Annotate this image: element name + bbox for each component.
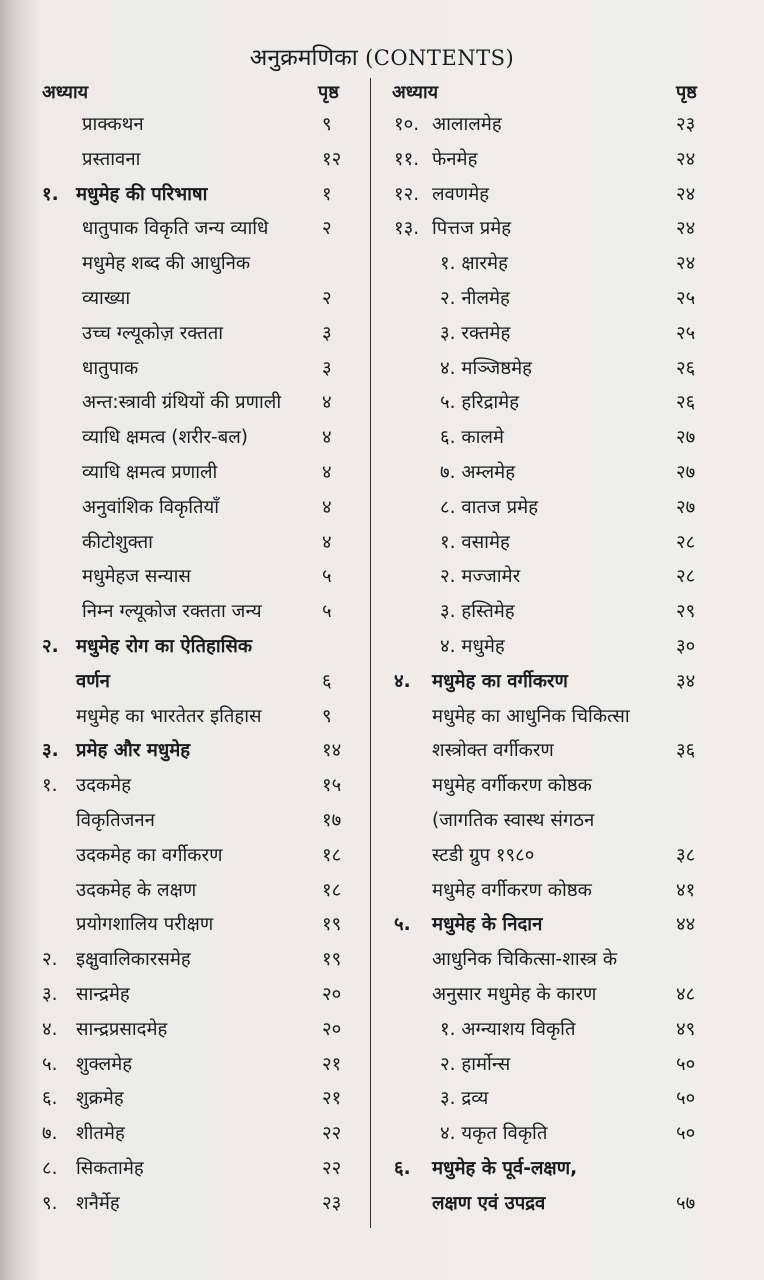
- toc-entry-page: ५: [322, 601, 332, 623]
- toc-entry-page: ४: [322, 531, 332, 553]
- toc-entry-title: आलालमेह: [432, 114, 502, 135]
- toc-entry-title: उदकमेह: [76, 775, 132, 797]
- toc-entry-page: २०: [322, 984, 342, 1005]
- toc-entry: [0, 1119, 764, 1149]
- toc-entry-title: प्रयोगशालिय परीक्षण: [76, 914, 214, 936]
- toc-entry-title: अनुसार मधुमेह के कारण: [432, 984, 597, 1005]
- toc-entry: [0, 597, 764, 627]
- toc-entry: [0, 806, 764, 836]
- toc-entry-page: २४: [676, 148, 696, 170]
- toc-entry: [0, 1084, 764, 1114]
- toc-entry-page: ४८: [676, 984, 696, 1005]
- toc-entry-title: शस्त्रोक्त वर्गीकरण: [432, 740, 554, 762]
- toc-entry-page: ९: [322, 705, 332, 727]
- toc-entry-page: १२: [322, 148, 342, 170]
- toc-entry-page: १७: [322, 810, 342, 831]
- toc-entry-title: ३. रक्तमेह: [440, 322, 511, 344]
- toc-entry-title: मधुमेह रोग का ऐतिहासिक: [76, 636, 253, 657]
- page-title: [0, 40, 764, 72]
- toc-entry: [0, 841, 764, 871]
- toc-entry: [0, 528, 764, 558]
- toc-entry-title: ५. हरिद्रामेह: [440, 392, 520, 414]
- toc-entry-title: व्याधि क्षमत्व (शरीर-बल): [82, 427, 249, 449]
- toc-entry-title: प्रस्तावना: [82, 148, 141, 170]
- toc-entry-title: व्याधि क्षमत्व प्रणाली: [82, 462, 218, 483]
- toc-entry-number: १.: [42, 775, 58, 797]
- toc-entry-title: मधुमेह का वर्गीकरण: [432, 670, 568, 692]
- toc-entry-page: २४: [676, 218, 696, 240]
- toc-entry-title: ४. मञ्जिष्ठमेह: [440, 357, 532, 379]
- toc-entry: [0, 1050, 764, 1080]
- toc-entry: [0, 945, 764, 975]
- toc-entry-page: ५७: [676, 1192, 696, 1214]
- toc-entry-title: स्टडी ग्रुप १९८०: [432, 844, 535, 866]
- toc-entry-page: २३: [676, 114, 696, 135]
- toc-entry-title: ६. कालमे: [440, 427, 504, 449]
- toc-entry-page: २६: [676, 392, 696, 414]
- toc-entry-number: २.: [42, 949, 58, 971]
- toc-entry-title: ७. अम्लमेह: [440, 462, 516, 483]
- toc-entry-number: ७.: [42, 1123, 58, 1145]
- toc-entry-title: फेनमेह: [432, 148, 478, 170]
- toc-entry-title: विकृतिजनन: [76, 810, 155, 831]
- toc-entry-page: २८: [676, 531, 696, 553]
- toc-entry-page: २३: [322, 1192, 342, 1214]
- toc-entry: [0, 249, 764, 279]
- toc-entry-page: २२: [322, 1123, 342, 1145]
- toc-entry-page: २: [322, 218, 332, 240]
- toc-entry-page: २: [322, 288, 332, 309]
- toc-entry-title: १. वसामेह: [440, 531, 510, 553]
- toc-entry-page: ९: [322, 114, 332, 135]
- toc-entry: [0, 145, 764, 175]
- toc-entry-title: व्याख्या: [82, 288, 131, 309]
- title-hindi: अनुक्रमणिका: [249, 45, 358, 71]
- toc-entry-page: १: [322, 183, 332, 205]
- toc-entry: [0, 388, 764, 418]
- toc-entry: [0, 354, 764, 384]
- toc-entry-number: ११.: [394, 148, 420, 170]
- right-chapter-header: अध्याय: [392, 82, 439, 103]
- toc-entry-page: ४१: [676, 879, 696, 901]
- toc-entry-number: १३.: [394, 218, 420, 240]
- toc-entry-page: ३८: [676, 844, 696, 866]
- toc-entry-title: प्रमेह और मधुमेह: [76, 740, 191, 762]
- toc-entry: [0, 493, 764, 523]
- toc-entry: [0, 771, 764, 801]
- toc-entry-page: २२: [322, 1158, 342, 1179]
- toc-entry-page: २४: [676, 253, 696, 275]
- toc-entry-page: ४४: [676, 914, 696, 936]
- toc-entry-page: २०: [322, 1018, 342, 1040]
- toc-entry-title: आधुनिक चिकित्सा-शास्त्र के: [432, 949, 618, 971]
- toc-entry-page: २९: [676, 601, 696, 623]
- toc-entry-number: ४.: [42, 1018, 58, 1040]
- left-page-header: पृष्ठ: [318, 82, 339, 103]
- toc-entry-title: मधुमेह का भारतेतर इतिहास: [76, 705, 262, 727]
- toc-entry-page: ४: [322, 496, 332, 518]
- toc-entry: [0, 1015, 764, 1045]
- toc-entry-page: ४: [322, 392, 332, 414]
- toc-entry-page: २७: [676, 462, 696, 483]
- toc-entry: [0, 876, 764, 906]
- toc-entry-title: वर्णन: [76, 670, 110, 692]
- toc-entry-page: ४: [322, 427, 332, 449]
- toc-entry-title: ४. मधुमेह: [440, 636, 505, 657]
- toc-entry-page: २५: [676, 322, 696, 344]
- toc-entry-page: ३: [322, 322, 332, 344]
- toc-entry-title: शुक्लमेह: [76, 1053, 133, 1075]
- toc-entry-title: २. मज्जामेर: [440, 566, 521, 588]
- toc-entry-title: लवणमेह: [432, 183, 490, 205]
- toc-entry-title: उदकमेह का वर्गीकरण: [76, 844, 223, 866]
- toc-entry-number: १०.: [394, 114, 420, 135]
- toc-entry-number: ६.: [42, 1088, 58, 1110]
- title-english: (CONTENTS): [365, 46, 515, 70]
- toc-entry-page: १४: [322, 740, 342, 762]
- toc-entry-page: ३: [322, 357, 332, 379]
- toc-entry-page: ५०: [676, 1053, 696, 1075]
- toc-entry-title: ८. वातज प्रमेह: [440, 496, 539, 518]
- toc-entry-page: ३४: [676, 670, 696, 692]
- toc-entry-page: ५०: [676, 1123, 696, 1145]
- toc-entry-page: १५: [322, 775, 342, 797]
- toc-entry: [0, 632, 764, 662]
- toc-entry-title: ३. हस्तिमेह: [440, 601, 515, 623]
- toc-entry-title: मधुमेह के निदान: [432, 914, 543, 936]
- right-page-header: पृष्ठ: [676, 82, 697, 103]
- toc-entry-page: १८: [322, 879, 342, 901]
- toc-entry: [0, 284, 764, 314]
- toc-entry-page: ५: [322, 566, 332, 588]
- toc-entry-number: ३.: [42, 984, 58, 1005]
- toc-entry: [0, 1154, 764, 1184]
- toc-entry-title: सान्द्रमेह: [76, 984, 130, 1005]
- toc-entry-title: सिकतामेह: [76, 1158, 144, 1179]
- toc-entry-title: उदकमेह के लक्षण: [76, 879, 197, 901]
- toc-entry: [0, 110, 764, 140]
- toc-entry: [0, 180, 764, 210]
- toc-entry: [0, 980, 764, 1010]
- toc-entry-page: ४९: [676, 1018, 696, 1040]
- toc-entry-number: ३.: [42, 740, 59, 762]
- toc-entry-title: (जागतिक स्वास्थ संगठन: [432, 810, 595, 831]
- toc-entry: [0, 702, 764, 732]
- toc-entry-title: कीटोशुक्ता: [82, 531, 153, 553]
- toc-entry-page: ६: [322, 670, 332, 692]
- toc-entry-title: मधुमेह की परिभाषा: [76, 183, 208, 205]
- toc-entry-title: अनुवांशिक विकृतियाँ: [82, 496, 220, 518]
- toc-entry-title: लक्षण एवं उपद्रव: [432, 1192, 546, 1214]
- toc-entry-page: २५: [676, 288, 696, 309]
- toc-entry-page: २१: [322, 1088, 342, 1110]
- toc-entry-page: ४: [322, 462, 332, 483]
- toc-entry-page: १९: [322, 949, 342, 971]
- toc-entry-number: ८.: [42, 1158, 58, 1179]
- toc-entry-page: २१: [322, 1053, 342, 1075]
- toc-entry-title: इक्षुवालिकारसमेह: [76, 949, 191, 971]
- toc-entry-title: १. क्षारमेह: [440, 253, 508, 275]
- toc-entry-title: शनैर्मेह: [76, 1192, 120, 1214]
- toc-entry-number: १२.: [394, 183, 420, 205]
- toc-entry-title: धातुपाक विकृति जन्य व्याधि: [82, 218, 269, 240]
- toc-entry: [0, 423, 764, 453]
- toc-entry-page: २४: [676, 183, 696, 205]
- toc-entry-title: प्राक्कथन: [82, 114, 144, 135]
- toc-entry-page: १९: [322, 914, 342, 936]
- toc-entry: [0, 319, 764, 349]
- toc-entry-title: सान्द्रप्रसादमेह: [76, 1018, 168, 1040]
- toc-entry-title: ४. यकृत विकृति: [440, 1123, 548, 1145]
- toc-entry-title: शुक्रमेह: [76, 1088, 124, 1110]
- toc-entry-title: उच्च ग्ल्यूकोज़ रक्तता: [82, 322, 224, 344]
- toc-entry: [0, 736, 764, 766]
- toc-entry-number: ६.: [394, 1158, 411, 1179]
- toc-entry-title: मधुमेहज सन्यास: [82, 566, 191, 588]
- toc-entry-page: २८: [676, 566, 696, 588]
- toc-entry-title: मधुमेह के पूर्व-लक्षण,: [432, 1158, 578, 1179]
- toc-entry-title: मधुमेह का आधुनिक चिकित्सा: [432, 705, 630, 727]
- toc-entry-title: शीतमेह: [76, 1123, 125, 1145]
- toc-entry-title: १. अग्न्याशय विकृति: [440, 1018, 576, 1040]
- toc-entry-page: २६: [676, 357, 696, 379]
- toc-entry-number: २.: [42, 636, 59, 657]
- toc-entry-number: ९.: [42, 1192, 58, 1214]
- toc-entry-page: २७: [676, 427, 696, 449]
- toc-entry-number: ५.: [394, 914, 411, 936]
- toc-entry-page: ५०: [676, 1088, 696, 1110]
- toc-entry-title: मधुमेह शब्द की आधुनिक: [82, 253, 251, 275]
- toc-entry-page: ३०: [676, 636, 696, 657]
- toc-entry-title: मधुमेह वर्गीकरण कोष्ठक: [432, 775, 592, 797]
- toc-entry-page: १८: [322, 844, 342, 866]
- toc-entry: [0, 214, 764, 244]
- left-chapter-header: अध्याय: [42, 82, 89, 103]
- toc-entry: [0, 458, 764, 488]
- toc-entry-title: २. नीलमेह: [440, 288, 510, 309]
- toc-entry-title: निम्न ग्ल्यूकोज रक्तता जन्य: [82, 601, 262, 623]
- toc-entry-page: ३६: [676, 740, 696, 762]
- toc-entry-title: मधुमेह वर्गीकरण कोष्ठक: [432, 879, 592, 901]
- toc-entry-title: ३. द्रव्य: [440, 1088, 489, 1110]
- toc-entry-page: २७: [676, 496, 696, 518]
- toc-entry-title: पित्तज प्रमेह: [432, 218, 512, 240]
- toc-entry-number: ४.: [394, 670, 411, 692]
- toc-entry-title: अन्त:स्त्रावी ग्रंथियों की प्रणाली: [82, 392, 282, 414]
- toc-entry-title: धातुपाक: [82, 357, 139, 379]
- toc-entry: [0, 1189, 764, 1219]
- toc-entry: [0, 562, 764, 592]
- toc-entry: [0, 667, 764, 697]
- toc-entry: [0, 910, 764, 940]
- toc-entry-number: १.: [42, 183, 59, 205]
- toc-entry-number: ५.: [42, 1053, 58, 1075]
- toc-entry-title: २. हार्मोन्स: [440, 1053, 511, 1075]
